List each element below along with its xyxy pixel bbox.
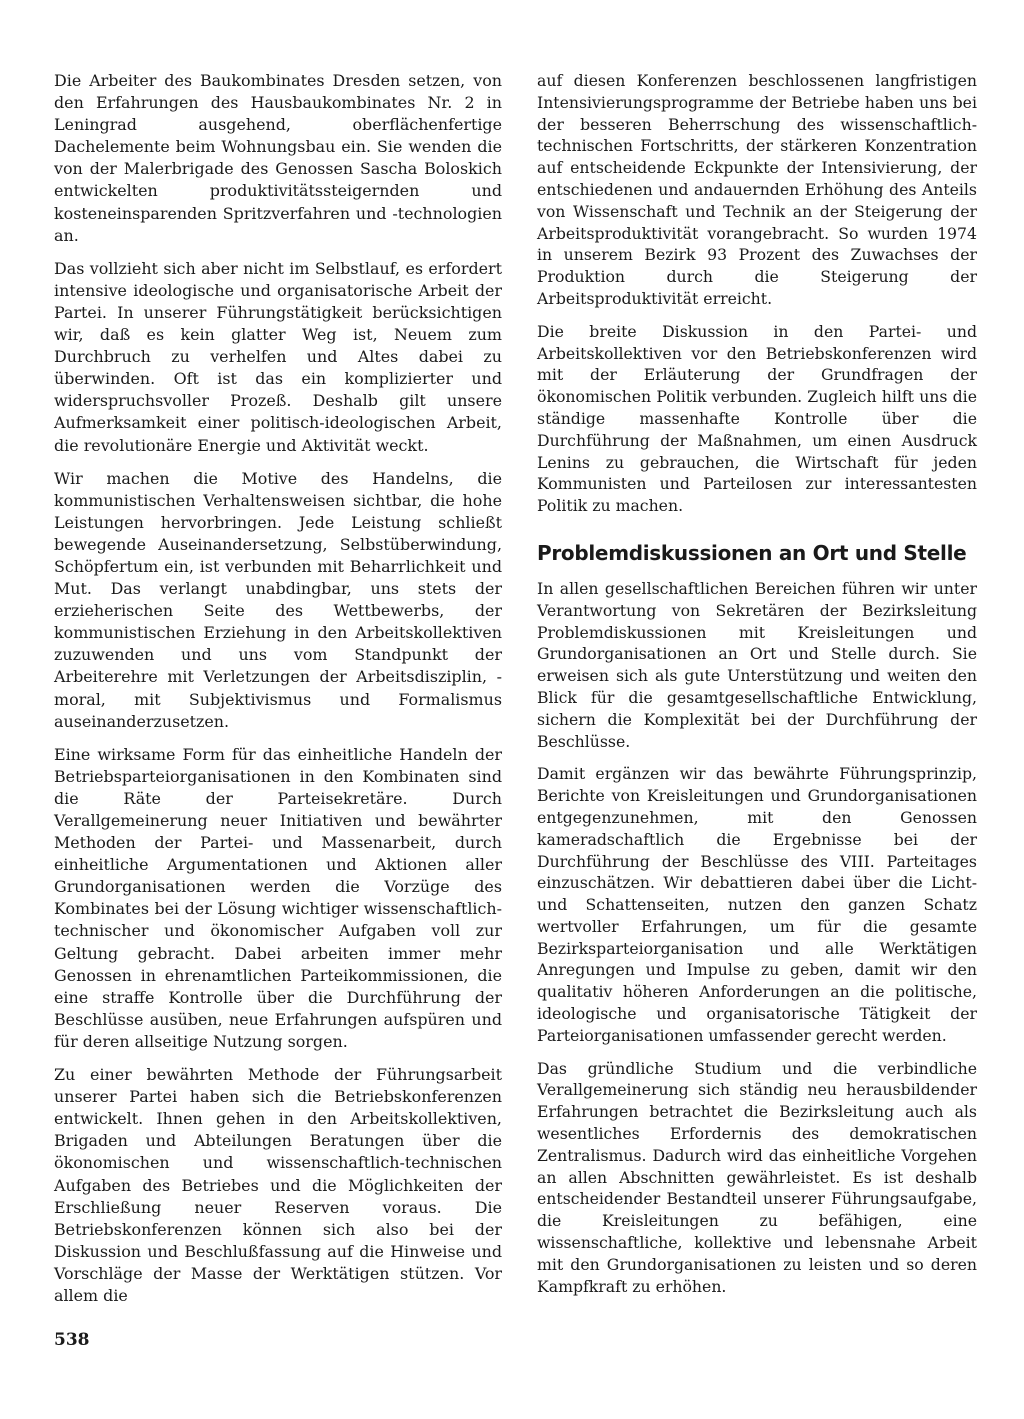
paragraph: Damit ergänzen wir das bewährte Führungsprinzip, Berichte von Kreisleitungen und Grundorganisationen entgegenzunehmen, mit den Genossen kameradschaftlich die Ergebnisse bei der Durchführung der Beschlüsse des VIII. Parteitages einzuschätzen. Wir debattieren dabei über die Licht- und Schattenseiten, nutzen den ganzen Schatz wertvoller Erfahrungen, um für die gesamte Bezirksparteiorganisation und alle Werktätigen Anregungen und Impulse zu geben, damit wir den qualitativ höheren Anforderungen an die politische, ideologische und organisatorische Tätigkeit der Parteiorganisationen umfassender gerecht werden. [537, 764, 977, 1045]
paragraph: auf diesen Konferenzen beschlossenen langfristigen Intensivierungsprogramme der Betriebe haben uns bei der besseren Beherrschung des wissenschaftlich-technischen Fortschritts, der stärkeren Konzentration auf entscheidende Eckpunkte der Intensivierung, der entschiedenen und andauernden Erhöhung des Anteils von Wissenschaft und Technik an der Steigerung der Arbeitsproduktivität vorangebracht. So wurden 1974 in unserem Bezirk 93 Prozent des Zuwachses der Produktion durch die Steigerung der Arbeitsproduktivität erreicht. [537, 71, 977, 308]
paragraph: Zu einer bewährten Methode der Führungsarbeit unserer Partei haben sich die Betriebskonferenzen entwickelt. Ihnen gehen in den Arbeitskollektiven, Brigaden und Abteilungen Beratungen über die ökonomischen und wissenschaftlich-technischen Aufgaben des Betriebes und die Möglichkeiten der Erschließung neuer Reserven voraus. Die Betriebskonferenzen können sich also bei der Diskussion und Beschlußfassung auf die Hinweise und Vorschläge der Masse der Werktätigen stützen. Vor allem die [54, 1065, 502, 1305]
paragraph: Die breite Diskussion in den Partei- und Arbeitskollektiven vor den Betriebskonferenzen wird mit der Erläuterung der Grundfragen der ökonomischen Politik verbunden. Zugleich hilft uns die ständige massenhafte Kontrolle über die Durchführung der Maßnahmen, um einen Ausdruck Lenins zu gebrauchen, die Wirtschaft für jeden Kommunisten und Parteilosen zur interessantesten Politik zu machen. [537, 321, 977, 516]
paragraph: Die Arbeiter des Baukombinates Dresden setzen, von den Erfahrungen des Hausbaukombinates Nr. 2 in Leningrad ausgehend, oberflächenfertige Dachelemente beim Wohnungsbau ein. Sie wenden die von der Malerbrigade des Genossen Sascha Boloskich entwickelten produktivitätssteigernden und kosteneinsparenden Spritzverfahren und -technologien an. [54, 71, 502, 245]
paragraph: Das vollzieht sich aber nicht im Selbstlauf, es erfordert intensive ideologische und organisatorische Arbeit der Partei. In unserer Führungstätigkeit berücksichtigen wir, daß es kein glatter Weg ist, Neuem zum Durchbruch zu verhelfen und Altes dabei zu überwinden. Oft ist das ein komplizierter und widerspruchsvoller Prozeß. Deshalb gilt unsere Aufmerksamkeit einer politisch-ideologischen Arbeit, die revolutionäre Energie und Aktivität weckt. [54, 258, 502, 455]
right-column [537, 70, 977, 1308]
paragraph: In allen gesellschaftlichen Bereichen führen wir unter Verantwortung von Sekretären der Bezirksleitung Problemdiskussionen mit Kreisleitungen und Grundorganisationen an Ort und Stelle durch. Sie erweisen sich als gute Unterstützung und weiten den Blick für die gesamtgesellschaftliche Entwicklung, sichern die Komplexität bei der Durchführung der Beschlüsse. [537, 578, 977, 751]
paragraph: Wir machen die Motive des Handelns, die kommunistischen Verhaltensweisen sichtbar, die hohe Leistungen hervorbringen. Jede Leistung schließt bewegende Auseinandersetzung, Selbstüberwindung, Schöpfertum ein, ist verbunden mit Beharrlichkeit und Mut. Das verlangt unabdingbar, uns stets der erzieherischen Seite des Wettbewerbs, der kommunistischen Erziehung in den Arbeitskollektiven zuzuwenden und uns vom Standpunkt der Arbeiterehre mit Verletzungen der Arbeitsdisziplin, -moral, mit Subjektivismus und Formalismus auseinanderzusetzen. [54, 468, 502, 731]
page-number: 538 [54, 1330, 90, 1350]
paragraph: Eine wirksame Form für das einheitliche Handeln der Betriebsparteiorganisationen in den Kombinaten sind die Räte der Parteisekretäre. Durch Verallgemeinerung neuer Initiativen und bewährter Methoden der Partei- und Massenarbeit, durch einheitliche Argumentationen und Aktionen aller Grundorganisationen werden die Vorzüge des Kombinates bei der Lösung wichtiger wissenschaftlich-technischer und ökonomischer Aufgaben voll zur Geltung gebracht. Dabei arbeiten immer mehr Genossen in ehrenamtlichen Parteikommissionen, die eine straffe Kontrolle über die Durchführung der Beschlüsse ausüben, neue Erfahrungen aufspüren und für deren allseitige Nutzung sorgen. [54, 744, 502, 1051]
left-column [54, 70, 502, 1318]
section-heading: Problemdiskussionen an Ort und Stelle [537, 540, 967, 565]
paragraph: Das gründliche Studium und die verbindliche Verallgemeinerung sich ständig neu herausbildender Erfahrungen betrachtet die Bezirksleitung auch als wesentliches Erfordernis des demokratischen Zentralismus. Dadurch wird das einheitliche Vorgehen an allen Abschnitten gewährleistet. Es ist deshalb entscheidender Bestandteil unserer Führungsaufgabe, die Kreisleitungen zu befähigen, eine wissenschaftliche, kollektive und lebensnahe Arbeit mit den Grundorganisationen zu leisten und so deren Kampfkraft zu erhöhen. [537, 1058, 977, 1296]
